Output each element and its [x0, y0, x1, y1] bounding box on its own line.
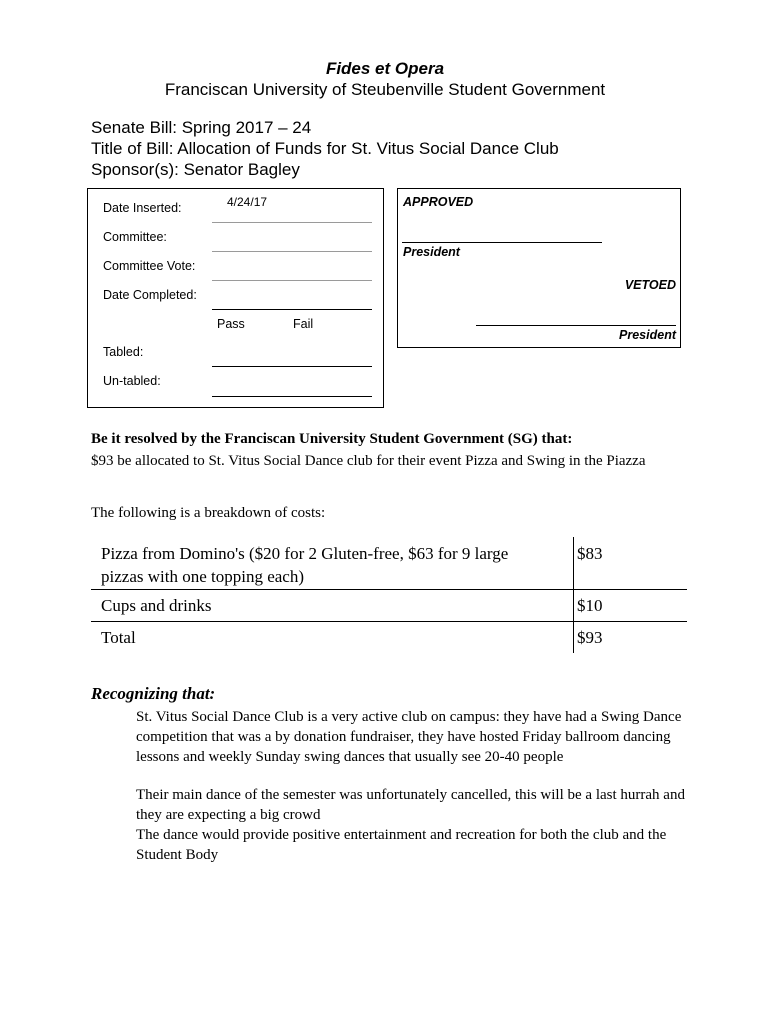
tabled-line — [212, 366, 372, 367]
signature-box — [397, 188, 681, 348]
president-label-vetoed: President — [619, 328, 676, 342]
organization-name: Franciscan University of Steubenville Student Government — [164, 80, 606, 99]
bill-sponsor: Sponsor(s): Senator Bagley — [91, 160, 300, 179]
date-completed-label: Date Completed: — [103, 288, 197, 302]
cost-item: Total — [101, 628, 136, 647]
president-label-approved: President — [403, 245, 460, 259]
cost-amount: $83 — [577, 544, 603, 563]
approved-signature-line — [402, 242, 602, 243]
cost-amount: $10 — [577, 596, 603, 615]
motto: Fides et Opera — [325, 59, 445, 78]
list-item: The dance would provide positive entertainment and recreation for both the club and the Student Body — [136, 827, 667, 863]
list-item: Their main dance of the semester was unfortunately cancelled, this will be a last hurrah and they are expecting a big crowd — [136, 787, 685, 823]
resolution-heading: Be it resolved by the Franciscan University Student Government (SG) that: — [91, 431, 573, 447]
date-inserted-line — [212, 222, 372, 223]
untabled-label: Un-tabled: — [103, 374, 161, 388]
fail-label: Fail — [293, 317, 314, 331]
date-inserted-value: 4/24/17 — [227, 195, 268, 209]
committee-label: Committee: — [103, 230, 167, 244]
pass-label: Pass — [217, 317, 245, 331]
table-divider — [91, 589, 687, 590]
approved-label: APPROVED — [403, 195, 474, 209]
committee-vote-line — [212, 280, 372, 281]
bill-record-box — [87, 188, 384, 408]
cost-amount: $93 — [577, 628, 603, 647]
list-item: St. Vitus Social Dance Club is a very active club on campus: they have had a Swing Dance competition that was a by donation fundraiser, they have hosted Friday ballroom dancing lessons and weekly Sunday swing dances that usually see 20-40 people — [136, 709, 682, 765]
bill-number: Senate Bill: Spring 2017 – 24 — [91, 118, 312, 137]
breakdown-intro: The following is a breakdown of costs: — [91, 505, 326, 521]
date-inserted-label: Date Inserted: — [103, 201, 182, 215]
resolution-text: $93 be allocated to St. Vitus Social Dance club for their event Pizza and Swing in the Piazza — [91, 453, 646, 469]
cost-item: Cups and drinks — [101, 596, 212, 615]
recognizing-heading: Recognizing that: — [91, 684, 216, 703]
vetoed-label: VETOED — [624, 278, 676, 292]
bill-title: Title of Bill: Allocation of Funds for St. Vitus Social Dance Club — [91, 139, 559, 158]
committee-line — [212, 251, 372, 252]
untabled-line — [212, 396, 372, 397]
date-completed-line — [212, 309, 372, 310]
committee-vote-label: Committee Vote: — [103, 259, 196, 273]
tabled-label: Tabled: — [103, 345, 144, 359]
vetoed-signature-line — [476, 325, 676, 326]
table-column-divider — [573, 537, 574, 653]
cost-item: Pizza from Domino's ($20 for 2 Gluten-free, $63 for 9 large pizzas with one topping each) — [101, 544, 509, 586]
table-divider — [91, 621, 687, 622]
